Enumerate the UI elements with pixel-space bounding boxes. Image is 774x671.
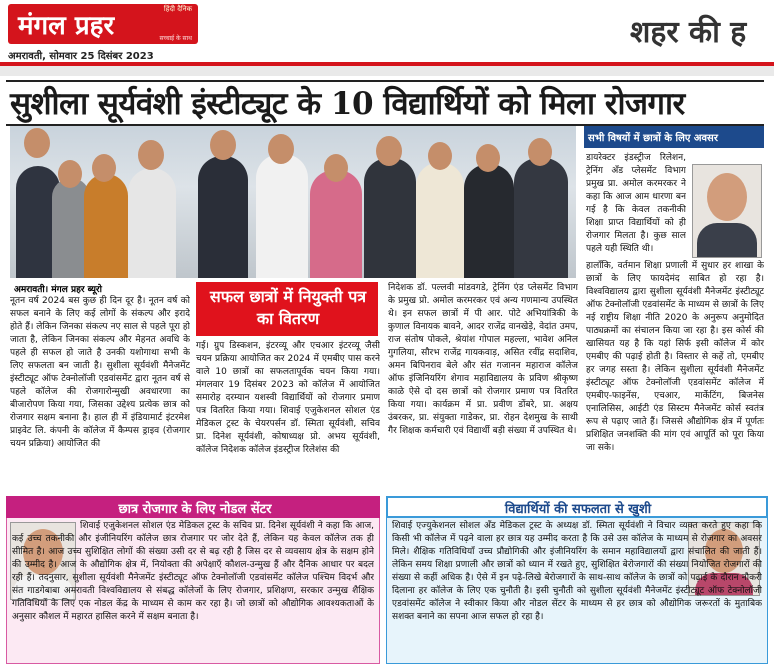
headline: सुशीला सूर्यवंशी इंस्टीट्यूट के 10 विद्यार्थियों को मिला रोजगार xyxy=(10,86,685,122)
person-head xyxy=(138,140,164,170)
person-head xyxy=(428,142,452,170)
person-head xyxy=(528,138,552,166)
person-head xyxy=(268,134,294,164)
person-figure xyxy=(464,164,514,278)
person-figure xyxy=(256,154,308,278)
person-figure xyxy=(198,156,248,278)
portrait-face xyxy=(707,173,747,221)
person-figure xyxy=(514,158,568,278)
person-head xyxy=(24,128,50,158)
section-heading: शहर की ह xyxy=(630,15,747,50)
person-figure xyxy=(310,170,362,278)
person-head xyxy=(376,136,402,166)
person-figure xyxy=(84,174,128,278)
group-photo xyxy=(10,126,576,278)
dateline: अमरावती, सोमवार 25 दिसंबर 2023 xyxy=(8,51,154,62)
sidebar-heading: सभी विषयों में छात्रों के लिए अवसर xyxy=(588,133,718,144)
sidebar-text-top: डायरेक्टर इंडस्ट्रीज रिलेशन, ट्रेनिंग अँड प्लेसमेंट विभाग प्रमुख प्रा. अमोल करमरकर ने कहा कि आज आम धारणा बन गई है कि केवल तकनीकी शिक्षा प्राप्त विद्यार्थियों को ही रोजगार मिलता है। कुछ साल पहले यही स्थिति थी। xyxy=(586,153,686,254)
logo-title: मंगल प्रहर xyxy=(18,11,115,41)
portrait-body xyxy=(697,223,757,258)
article-column-2: गई। ग्रुप डिस्कशन, इंटरव्यू और एचआर इंटरव्यू जैसी चयन प्रक्रिया आयोजित कर 2024 में एमबीए पास करने वाले 10 छात्रों का सफलतापूर्वक चयन किया गया। मंगलवार 19 दिसंबर 2023 को कॉलेज में आयोजित समारोह दरम्यान यशस्वी विद्यार्थियों को रोजगार प्रमाण पत्र वितरित किया गया। शिवाई एजुकेशनल सोशल एंड मेडिकल ट्रस्ट के चेयरपर्सन डॉ. स्मिता सूर्यवंशी, सचिव प्रा. दिनेश सूर्यवंशी, कोषाध्यक्ष प्रो. अभय सूर्यवंशी, कॉलेज निदेशक कॉलेज इंडस्ट्रीज रिलेशंस की xyxy=(196,341,380,455)
person-head xyxy=(58,160,82,188)
nodal-text: शिवाई एजुकेशनल सोशल एंड मेडिकल ट्रस्ट के सचिव प्रा. दिनेश सूर्यवंशी ने कहा कि आज, कई उच्च तकनीकी और इंजीनियरिंग कॉलेज छात्र रोजगार पर जोर देते हैं, लेकिन यह केवल कॉलेज तक ही सीमित है। आज उच्च सुशिक्षित लोगों की संख्या उसी दर से बढ़ रही है जिस दर से व्यवसाय क्षेत्र के सक्षम होने की उम्मीद है। आज के औद्योगिक क्षेत्र में, नियोक्ता की अपेक्षाएँ कौशल-उन्मुख हैं और दैनिक आधार पर बदल रही हैं। तदनुसार, सुशीला सूर्यवंशी मैनेजमेंट इंस्टीट्यूट ऑफ टेक्नोलॉजी एडवांसमेंट कॉलेज पश्चिम विदर्भ और संत गाडगेबाबा अमरावती विश्वविद्यालय से संबद्ध कॉलेजों के लिए रोजगार, प्रशिक्षण, सरकार उन्मुख शैक्षिक गतिविधियों के लिए एक नोडल केंद्र के माध्यम से काम कर रहा है। जो छात्रों को औद्योगिक आवश्यकताओं के अनुसार कौशल में महारत हासिल करने में सक्षम बनाता है। xyxy=(12,521,374,622)
page-divider xyxy=(0,66,774,76)
logo-tagline: हिंदी दैनिक xyxy=(163,5,192,13)
success-text: शिवाई एज्युकेशनल सोशल अँड मेडिकल ट्रस्ट के अध्यक्ष डॉ. स्मिता सूर्यवंशी ने विचार व्यक्त करते हुए कहा कि किसी भी कॉलेज में पढ़ने वाला हर छात्र यह उम्मीद करता है कि उसे उस कॉलेज के माध्यम से रोजगार का अवसर मिले। शैक्षिक गतिविधियाँ उच्च प्रौद्योगिकी और इंजीनियरिंग के समान महाविद्यालयों द्वारा संचालित की जाती हैं। लेकिन समय शिक्षा प्रणाली और छात्रों को ध्यान में रखते हुए, सुशिक्षित बेरोजगारों की संख्या नियोजित रोजगारों की संख्या से कहीं अधिक है। ऐसे में इन पढ़े-लिखे बेरोजगारों के साथ-साथ कॉलेज के छात्रों को पढ़ाई के दौरान नौकरी दिलाना हर कॉलेज के लिए एक चुनौती है। इसी चुनौती को सुशीला सूर्यवंशी मैनेजमेंट इंस्टीट्यूट ऑफ टेक्नोलॉजी एडवांसमेंट कॉलेज ने स्वीकार किया और नोडल सेंटर के माध्यम से हर छात्र को औद्योगिक जरूरतों के मुताबिक सशक्त बनाने का सपना आज सफल हो रहा है। xyxy=(392,521,762,622)
person-figure xyxy=(416,162,464,278)
masthead xyxy=(0,0,774,68)
sidebar-text-bottom: हालाँकि, वर्तमान शिक्षा प्रणाली में सुधार हर शाखा के छात्रों के लिए फायदेमंद साबित हो रहा है। विश्वविद्यालय द्वारा सुशीला सूर्यवंशी मैनेजमेंट इंस्टीट्यूट ऑफ टेक्नोलॉजी एडवांसमेंट के माध्यम से छात्रों के लिए नई राष्ट्रीय शिक्षा नीति 2020 के अनुरूप अनुमोदित पाठ्यक्रमों का संचालन किया जा रहा है। इस कोर्स की खासियत यह है कि यहां सिर्फ इसी कॉलेज में कोर एमबीए की पढ़ाई होती है। विस्तार से कहें तो, एमबीए हर जगह सस्ता है। लेकिन सुशीला सूर्यवंशी मैनेजमेंट इंस्टीट्यूट ऑफ टेक्नोलॉजी एडवांसमेंट कॉलेज में एमबीए-फाइनेंस, एचआर, मार्केटिंग, बिजनेस एनालिसिस, आईटी एंड सिस्टम मैनेजमेंट कोर्स स्वतंत्र रूप से पढ़ाए जाते हैं। जिससे औद्योगिक क्षेत्र में पूर्णतः प्रशिक्षित जनशक्ति की मांग एवं आपूर्ति को पूरा किया जा सके। xyxy=(586,261,764,453)
person-figure xyxy=(128,168,176,278)
success-heading: विद्यार्थियों की सफलता से खुशी xyxy=(504,502,652,517)
person-head xyxy=(210,130,236,160)
person-head xyxy=(92,154,116,182)
subheading: सफल छात्रों में नियुक्ती पत्र का वितरण xyxy=(209,287,367,328)
article-column-1: नूतन वर्ष 2024 बस कुछ ही दिन दूर है। नूतन वर्ष को सफल बनाने के लिए कई लोगों के संकल्प और इरादे होते हैं। लेकिन जिनका संकल्प नए साल से पहले पूरा हो जाता है, लेकिन जिनका संकल्प और मेहनत अवधि के पहले ही सफल हो जाते है उनकी यशोगाथा सभी के लिए सफलता बन जाती है। सुशीला सूर्यवंशी मैनेजमेंट इंस्टीट्यूट ऑफ टेक्नोलॉजी एडवांसमेंट द्वारा नूतन वर्ष से पहले कॉलेज की रोजगारोन्मुखी अवधारणा का बीजारोपण किया गया, जिसका उद्देश्य प्रत्येक छात्र को रोजगार सक्षम बनाना है। हाल ही में इंडियामार्ट इंटरमेश प्राइवेट लि. कंपनी के कॉलेज में कैम्पस ड्राइव (रोजगार चयन प्रक्रिया) आयोजित की xyxy=(10,296,190,449)
photo-caption: अमरावती। मंगल प्रहर ब्यूरो xyxy=(14,285,102,295)
article-column-3: निदेशक डॉ. पल्लवी मांडवगडे, ट्रेनिंग एंड प्लेसमेंट विभाग के प्रमुख प्रो. अमोल करमरकर एवं अन्य गणमान्य उपस्थित थे। इन सफल छात्रों में पी आर. पोटे अभियांत्रिकी के कुणाल विनायक बावने, आदर राजेंद्र वानखेड़े, वेदांत उमप, राज संतोष पोकले, श्रेयांश गोपाल महल्ला, भावेश अनिल गुगलिया, सौरभ राजेंद्र गायकवाड़, असित रवींद्र सदाशिव, अमन बिपिनराव बेले और संत गजानन महाराज कॉलेज ऑफ इंजिनियरिंग शेगाव महाविद्यालय के प्रविण श्रीकृष्ण काळे ऐसे दो दस छात्रों को रोजगार प्रमाण पत्र वितरित किया गया। कार्यक्रम में प्रा. प्रवीण डोंबरे, प्रा. अक्षय उंबरकर, प्रा. संयुक्ता गाडेकर, प्रा. रोहन देशमुख के साथी गैर शिक्षक कर्मचारी एवं विद्यार्थी बड़ी संख्या में उपस्थित थे। xyxy=(388,283,578,436)
portrait-photo xyxy=(692,164,762,258)
person-head xyxy=(476,144,500,172)
newspaper-logo xyxy=(8,4,198,44)
person-head xyxy=(324,154,348,182)
nodal-heading: छात्र रोजगार के लिए नोडल सेंटर xyxy=(118,502,272,517)
logo-subtitle: सच्चाई के साथ xyxy=(159,35,192,42)
person-figure xyxy=(364,158,416,278)
